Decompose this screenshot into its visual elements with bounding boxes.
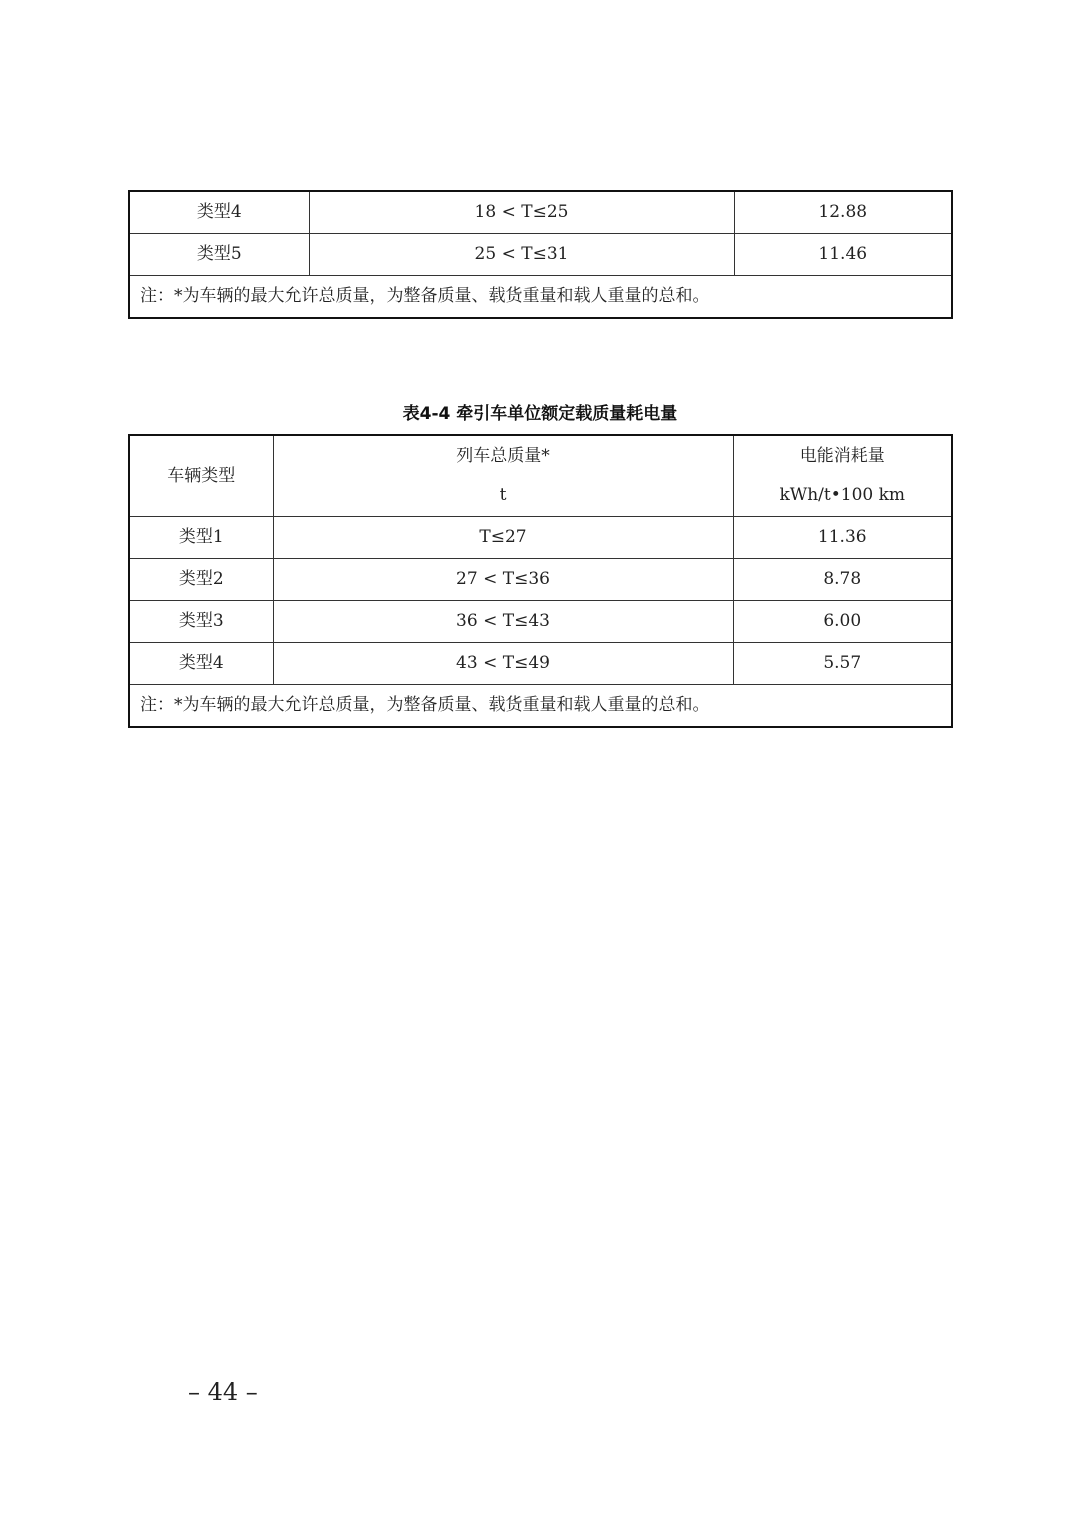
tractor-energy-table	[128, 434, 953, 728]
table-header-row	[129, 435, 952, 516]
table-row	[129, 516, 952, 558]
header-vehicle-type: 车辆类型	[129, 435, 273, 516]
energy-consumption-cell: 5.57	[733, 642, 952, 684]
continued-table	[128, 190, 953, 319]
page-number: – 44 –	[188, 1378, 258, 1406]
vehicle-type-cell: 类型1	[129, 516, 273, 558]
total-mass-cell: 27 < T≤36	[273, 558, 733, 600]
total-mass-cell: T≤27	[273, 516, 733, 558]
header-total-mass-label: 列车总质量*	[456, 446, 550, 467]
vehicle-type-cell: 类型3	[129, 600, 273, 642]
table-note: 注：*为车辆的最大允许总质量，为整备质量、载货重量和载人重量的总和。	[129, 275, 952, 318]
table-note: 注：*为车辆的最大允许总质量，为整备质量、载货重量和载人重量的总和。	[129, 684, 952, 727]
table-row	[129, 600, 952, 642]
table-row	[129, 233, 952, 275]
table-row	[129, 191, 952, 233]
table-caption: 表4-4 牵引车单位额定载质量耗电量	[402, 404, 678, 424]
header-energy-unit: kWh/t•100 km	[779, 484, 906, 505]
energy-consumption-cell: 6.00	[733, 600, 952, 642]
total-mass-cell: 25 < T≤31	[309, 233, 734, 275]
energy-consumption-cell: 12.88	[734, 191, 952, 233]
header-energy	[733, 435, 952, 516]
table-note-row	[129, 275, 952, 318]
header-total-mass-unit: t	[499, 484, 507, 505]
table-row	[129, 642, 952, 684]
total-mass-cell: 36 < T≤43	[273, 600, 733, 642]
vehicle-type-cell: 类型4	[129, 191, 309, 233]
energy-consumption-cell: 11.46	[734, 233, 952, 275]
total-mass-cell: 43 < T≤49	[273, 642, 733, 684]
energy-consumption-cell: 11.36	[733, 516, 952, 558]
energy-consumption-cell: 8.78	[733, 558, 952, 600]
vehicle-type-cell: 类型4	[129, 642, 273, 684]
table-note-row	[129, 684, 952, 727]
header-total-mass	[273, 435, 733, 516]
total-mass-cell: 18 < T≤25	[309, 191, 734, 233]
header-energy-label: 电能消耗量	[799, 446, 885, 467]
table-row	[129, 558, 952, 600]
vehicle-type-cell: 类型5	[129, 233, 309, 275]
vehicle-type-cell: 类型2	[129, 558, 273, 600]
